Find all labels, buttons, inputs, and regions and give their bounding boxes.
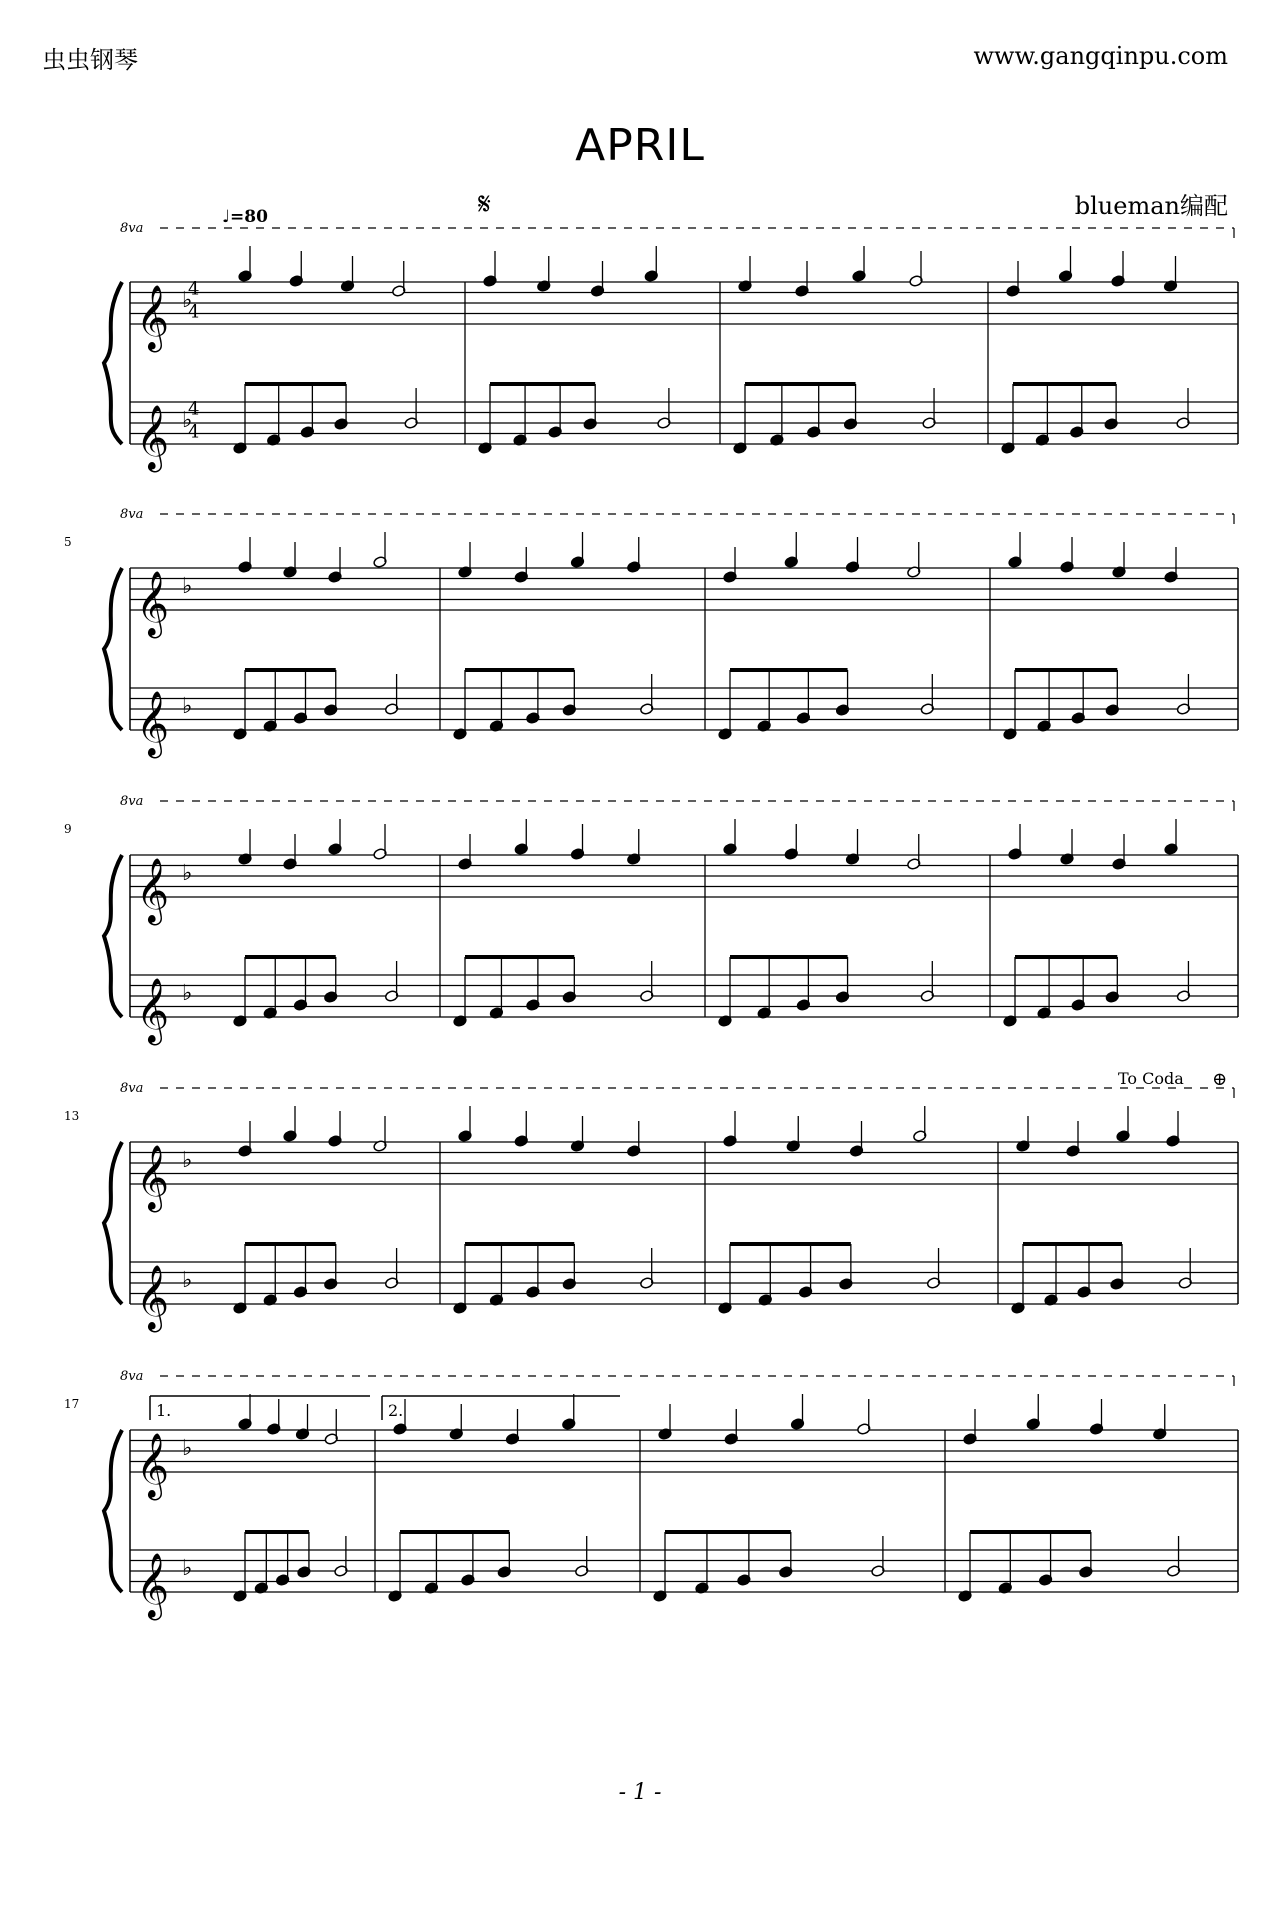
measure-number: 13 bbox=[64, 1109, 80, 1123]
brace bbox=[104, 282, 122, 444]
measure-number: 9 bbox=[64, 822, 72, 836]
treble-clef-icon: 𝄞 bbox=[136, 571, 170, 636]
page-number: - 1 - bbox=[618, 1780, 662, 1805]
brace bbox=[104, 568, 122, 730]
measure-number: 5 bbox=[64, 535, 72, 549]
to-coda-text: To Coda bbox=[1118, 1069, 1184, 1088]
time-sig-bottom: 4 bbox=[188, 301, 200, 323]
ending-1-label: 1. bbox=[156, 1401, 172, 1420]
brace bbox=[104, 1430, 122, 1592]
ottava-mark: 8va bbox=[120, 1081, 144, 1096]
coda-icon: ⊕ bbox=[1212, 1069, 1228, 1090]
system bbox=[64, 1369, 1238, 1620]
arranger-credit: blueman编配 bbox=[1074, 192, 1228, 220]
site-name: 虫虫钢琴 bbox=[42, 46, 138, 74]
ottava-mark: 8va bbox=[120, 1369, 144, 1384]
treble-clef-icon: 𝄞 bbox=[136, 1145, 170, 1210]
flat-icon: ♭ bbox=[182, 288, 193, 313]
treble-clef-icon: 𝄞 bbox=[136, 1433, 170, 1498]
treble-clef-icon: 𝄞 bbox=[136, 1553, 170, 1618]
treble-clef-icon: 𝄞 bbox=[136, 405, 170, 470]
flat-icon: ♭ bbox=[182, 1148, 193, 1173]
treble-clef-icon: 𝄞 bbox=[136, 978, 170, 1043]
flat-icon: ♭ bbox=[182, 574, 193, 599]
brace bbox=[104, 855, 122, 1017]
flat-icon: ♭ bbox=[182, 861, 193, 886]
time-sig-bottom: 4 bbox=[188, 421, 200, 443]
time-sig-top: 4 bbox=[188, 278, 200, 300]
ending-2-label: 2. bbox=[388, 1401, 404, 1420]
flat-icon: ♭ bbox=[182, 1268, 193, 1293]
flat-icon: ♭ bbox=[182, 408, 193, 433]
music-systems bbox=[64, 187, 1238, 1620]
score-title: APRIL bbox=[575, 120, 705, 171]
measure-number: 17 bbox=[64, 1397, 80, 1411]
brace bbox=[104, 1142, 122, 1304]
system bbox=[104, 187, 1238, 472]
flat-icon: ♭ bbox=[182, 694, 193, 719]
time-sig-top: 4 bbox=[188, 398, 200, 420]
ottava-mark: 8va bbox=[120, 221, 144, 236]
treble-clef-icon: 𝄞 bbox=[136, 1265, 170, 1330]
tempo-marking: ♩=80 bbox=[222, 207, 268, 227]
flat-icon: ♭ bbox=[182, 1556, 193, 1581]
system bbox=[64, 794, 1238, 1045]
flat-icon: ♭ bbox=[182, 1436, 193, 1461]
ottava-mark: 8va bbox=[120, 794, 144, 809]
segno-icon: 𝄋 bbox=[478, 187, 491, 222]
ottava-mark: 8va bbox=[120, 507, 144, 522]
treble-clef-icon: 𝄞 bbox=[136, 858, 170, 923]
flat-icon: ♭ bbox=[182, 981, 193, 1006]
treble-clef-icon: 𝄞 bbox=[136, 285, 170, 350]
site-url: www.gangqinpu.com bbox=[973, 42, 1228, 70]
system bbox=[64, 1069, 1238, 1332]
treble-clef-icon: 𝄞 bbox=[136, 691, 170, 756]
system bbox=[64, 507, 1238, 758]
